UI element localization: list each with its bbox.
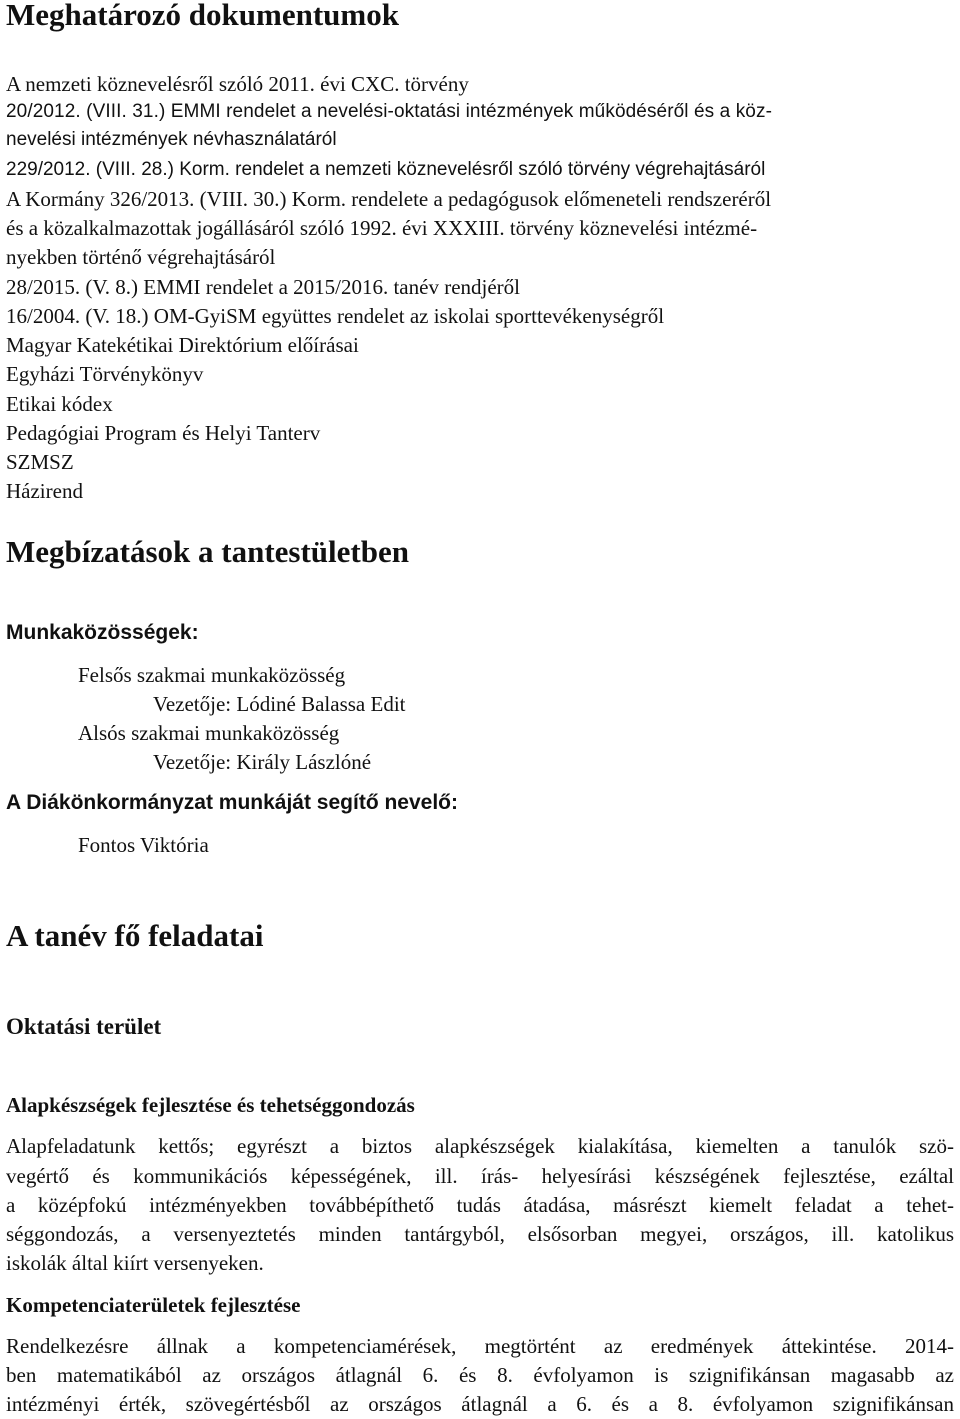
paragraph-line: a középfokú intézményekben továbbépíthető tudás átadása, másrészt kiemelt feladat a tehet- (6, 1193, 954, 1217)
paragraph-line: ben matematikából az országos átlagnál 6. és 8. évfolyamon is szignifikánsan magasabb az (6, 1363, 954, 1387)
paragraph-line: intézményi érték, szövegértésből az országos átlagnál a 6. és a 8. évfolyamon szignifikánsan (6, 1392, 954, 1416)
document-line: SZMSZ (6, 450, 74, 474)
document-line: 229/2012. (VIII. 28.) Korm. rendelet a nemzeti köznevelésről szóló törvény végrehajtásáról (6, 159, 766, 180)
section-title-assignments: Megbízatások a tantestületben (6, 534, 409, 569)
community-leader: Vezetője: Lódiné Balassa Edit (153, 692, 406, 716)
document-line: A nemzeti köznevelésről szóló 2011. évi CXC. törvény (6, 72, 469, 96)
paragraph-line: séggondozás, a versenyeztetés minden tantárgyból, elsősorban megyei, országos, ill. katolikus (6, 1222, 954, 1246)
community-leader: Vezetője: Király Lászlóné (153, 750, 372, 774)
document-line: Házirend (6, 479, 83, 503)
communities-heading: Munkaközösségek: (6, 621, 199, 644)
subsection-heading: Kompetenciaterületek fejlesztése (6, 1293, 301, 1317)
paragraph-line: vegértő és kommunikációs képességének, ill. írás- helyesírási készségének fejlesztése, ezáltal (6, 1164, 954, 1188)
community-name: Felsős szakmai munkaközösség (78, 663, 346, 687)
document-line: Pedagógiai Program és Helyi Tanterv (6, 421, 321, 445)
subsection-heading: Alapkészségek fejlesztése és tehetséggondozás (6, 1093, 415, 1117)
section-title-tasks: A tanév fő feladatai (6, 918, 264, 953)
student-government-teacher: Fontos Viktória (78, 833, 209, 857)
section-title-documents: Meghatározó dokumentumok (6, 0, 399, 32)
student-government-heading: A Diákönkormányzat munkáját segítő nevelő: (6, 791, 459, 814)
document-line: 16/2004. (V. 18.) OM-GyiSM együttes rendelet az iskolai sporttevékenységről (6, 304, 665, 328)
area-heading: Oktatási terület (6, 1014, 162, 1039)
document-line: nevelési intézmények névhasználatáról (6, 129, 337, 150)
paragraph-line: Rendelkezésre állnak a kompetenciamérések, megtörtént az eredmények áttekintése. 2014- (6, 1334, 954, 1358)
document-line: és a közalkalmazottak jogállásáról szóló 1992. évi XXXIII. törvény köznevelési intézmé- (6, 216, 758, 240)
paragraph-line: Alapfeladatunk kettős; egyrészt a biztos alapkészségek kialakítása, kiemelten a tanulók szö- (6, 1134, 954, 1158)
document-line: A Kormány 326/2013. (VIII. 30.) Korm. rendelete a pedagógusok előmeneteli rendszeréről (6, 187, 772, 211)
document-line: Egyházi Törvénykönyv (6, 362, 204, 386)
document-line: Etikai kódex (6, 392, 113, 416)
document-line: nyekben történő végrehajtásáról (6, 245, 276, 269)
document-line: 28/2015. (V. 8.) EMMI rendelet a 2015/2016. tanév rendjéről (6, 275, 520, 299)
document-line: 20/2012. (VIII. 31.) EMMI rendelet a nevelési-oktatási intézmények működéséről és a köz- (6, 101, 772, 122)
community-name: Alsós szakmai munkaközösség (78, 721, 340, 745)
paragraph-line: iskolák által kiírt versenyeken. (6, 1251, 264, 1275)
document-line: Magyar Katekétikai Direktórium előírásai (6, 333, 359, 357)
